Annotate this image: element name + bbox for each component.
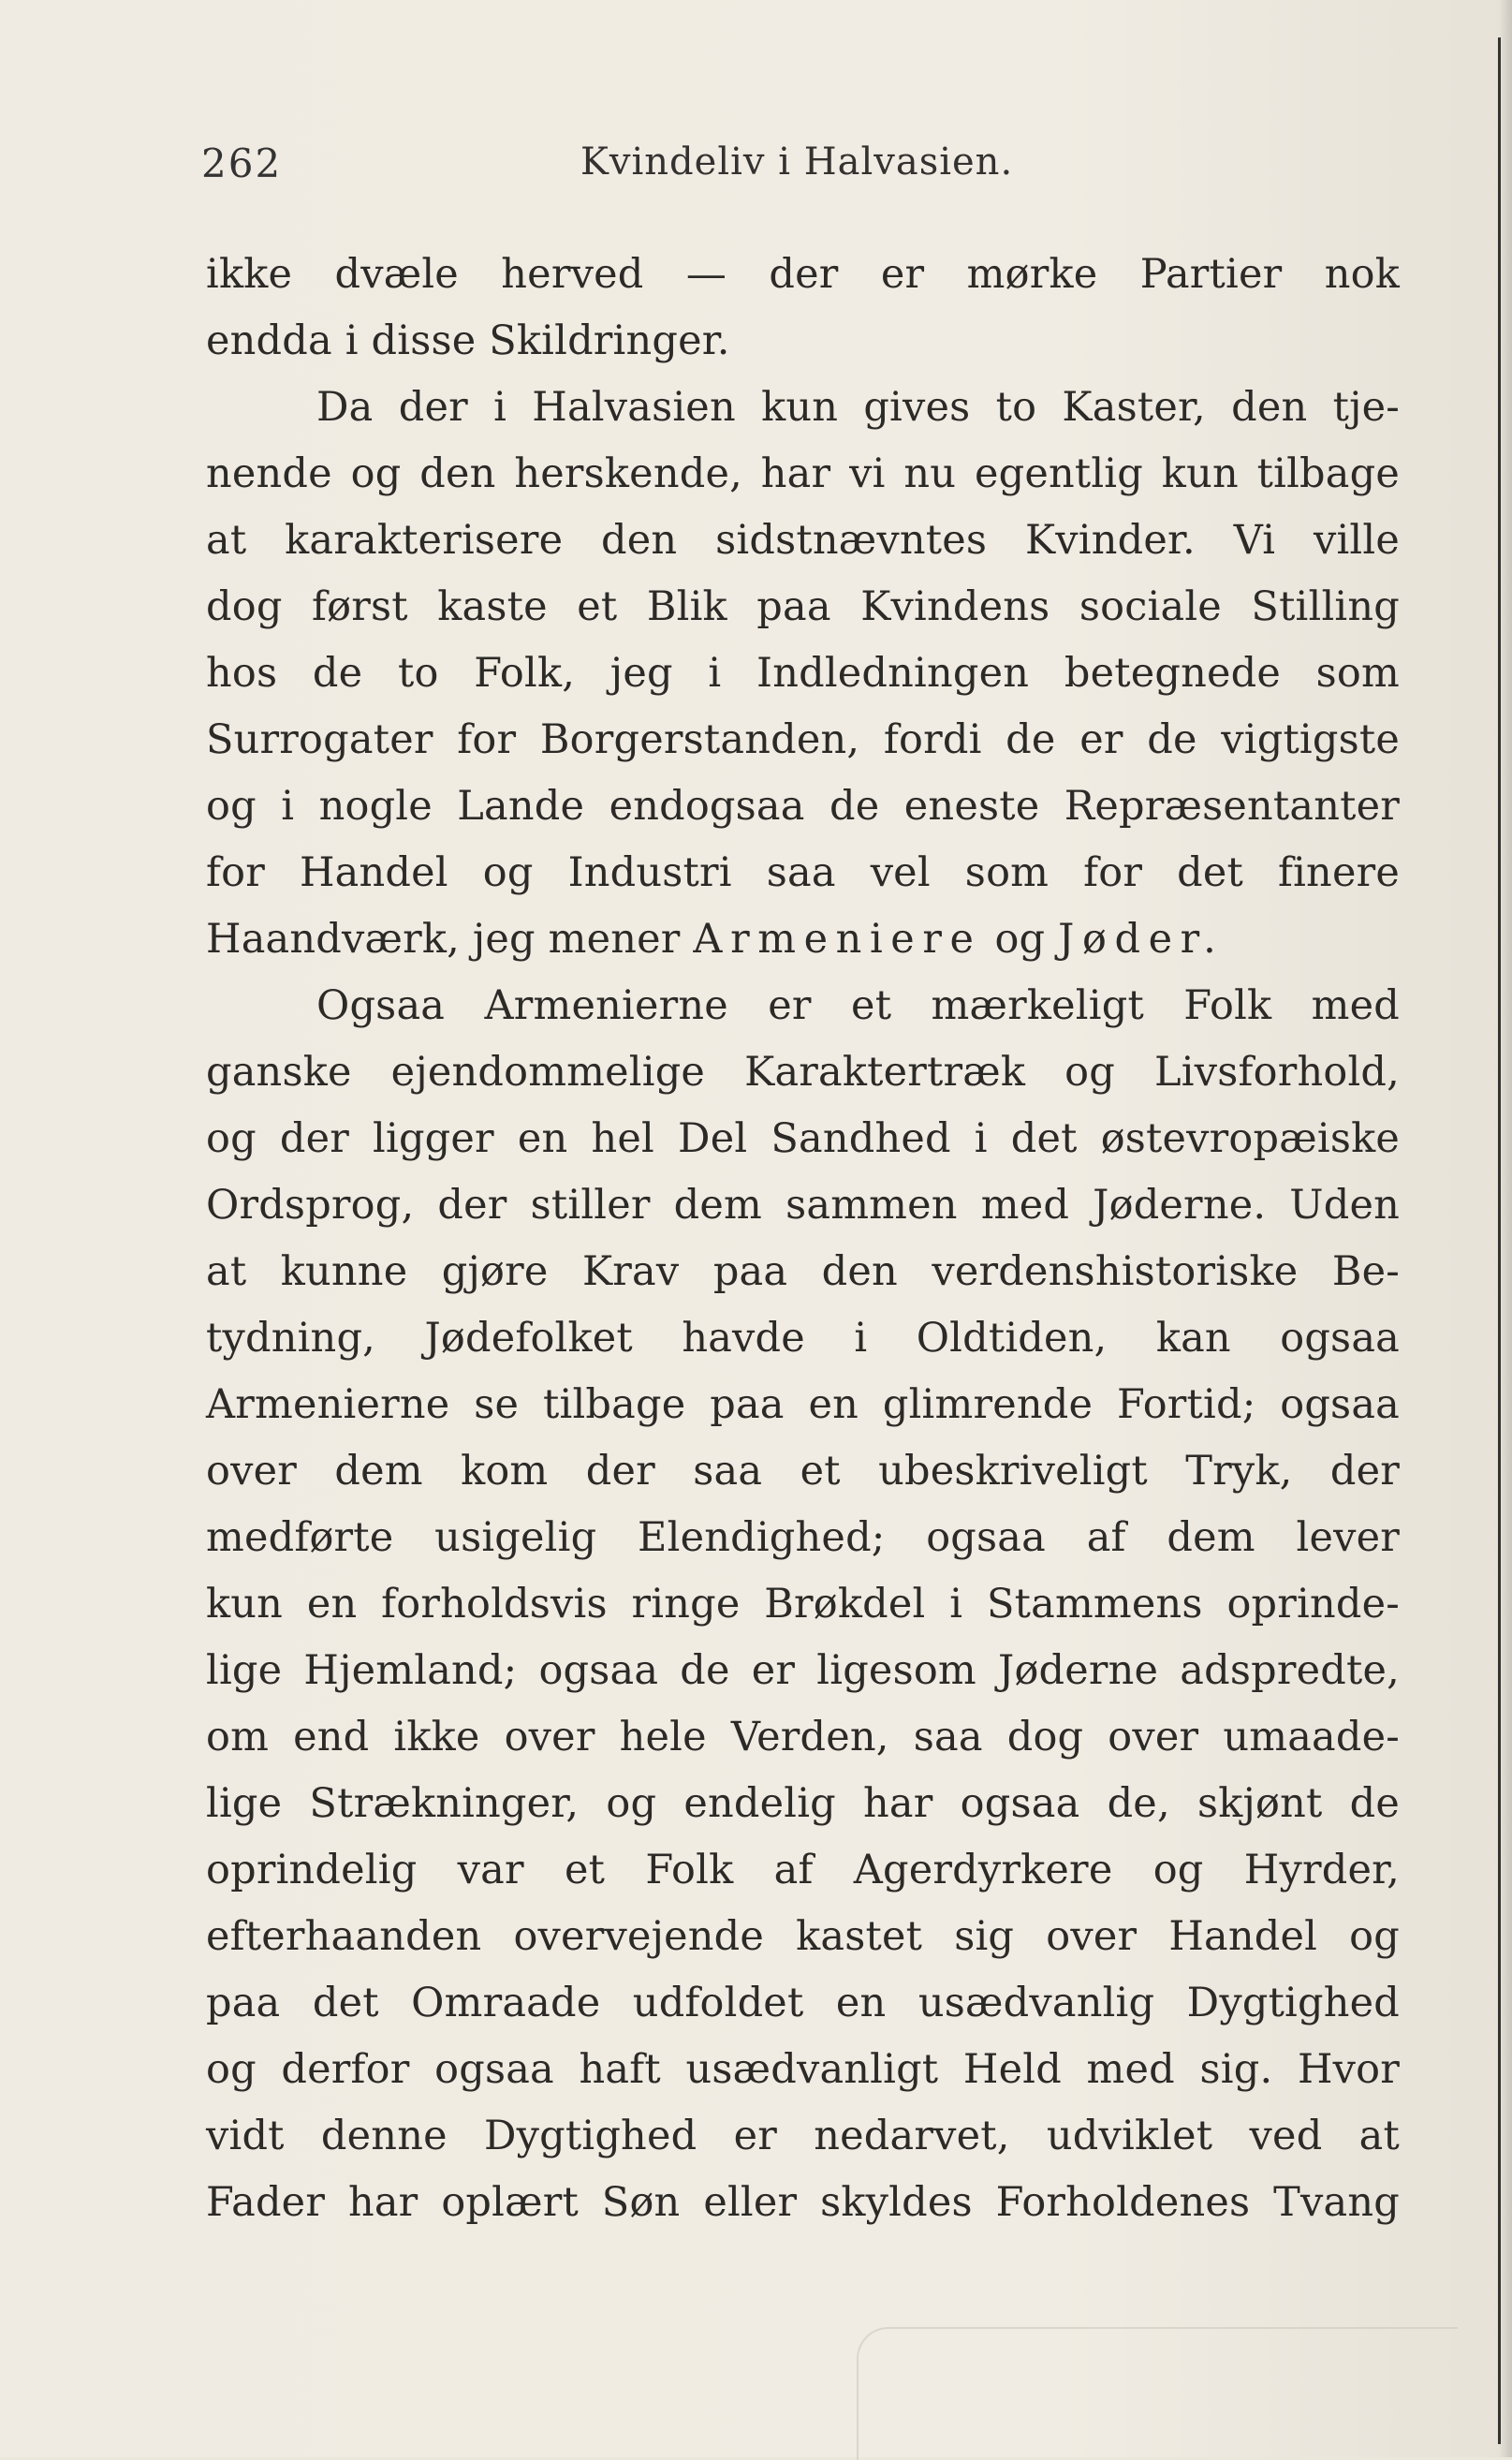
text-fragment: og — [994, 916, 1046, 963]
text-line: om end ikke over hele Verden, saa dog over umaade- — [206, 1714, 1400, 1760]
paper-fold-mark — [857, 2327, 1458, 2460]
text-line: hos de to Folk, jeg i Indledningen betegnede som — [206, 650, 1400, 697]
text-line: og derfor ogsaa haft usædvanligt Held med sig. Hvor — [206, 2046, 1400, 2093]
text-line: oprindelig var et Folk af Agerdyrkere og Hyrder, — [206, 1847, 1400, 1893]
text-line: efterhaanden overvejende kastet sig over Handel og — [206, 1913, 1400, 1960]
text-line: ikke dvæle herved — der er mørke Partier nok — [206, 251, 1400, 298]
text-line: dog først kaste et Blik paa Kvindens sociale Stilling — [206, 583, 1400, 630]
text-line: og i nogle Lande endogsaa de eneste Repræsentanter — [206, 783, 1400, 830]
text-line: ganske ejendommelige Karaktertræk og Livsforhold, — [206, 1049, 1400, 1096]
text-line — [206, 906, 1400, 973]
text-line: lige Strækninger, og endelig har ogsaa de, skjønt de — [206, 1780, 1400, 1827]
running-title: Kvindeliv i Halvasien. — [580, 140, 1014, 184]
text-line: over dem kom der saa et ubeskriveligt Tryk, der — [206, 1448, 1400, 1495]
page-header — [201, 140, 1400, 197]
text-line: kun en forholdsvis ringe Brøkdel i Stammens oprinde- — [206, 1581, 1400, 1628]
text-line: Surrogater for Borgerstanden, fordi de er de vigtigste — [206, 716, 1400, 763]
emphasized-word: Jøder. — [1058, 916, 1225, 963]
page-edge-shadow — [1499, 0, 1512, 2457]
text-line: Fader har oplært Søn eller skyldes Forholdenes Tvang — [206, 2179, 1400, 2226]
text-line: nende og den herskende, har vi nu egentlig kun tilbage — [206, 450, 1400, 497]
text-line: Ordsprog, der stiller dem sammen med Jøderne. Uden — [206, 1182, 1400, 1229]
text-line: Da der i Halvasien kun gives to Kaster, den tje- — [316, 384, 1400, 431]
text-line: for Handel og Industri saa vel som for det finere — [206, 849, 1400, 896]
text-line: lige Hjemland; ogsaa de er ligesom Jøderne adspredte, — [206, 1647, 1400, 1694]
page-number: 262 — [201, 140, 283, 186]
text-line: tydning, Jødefolket havde i Oldtiden, kan ogsaa — [206, 1315, 1400, 1362]
text-line: medførte usigelig Elendighed; ogsaa af dem lever — [206, 1514, 1400, 1561]
text-line: at karakterisere den sidstnævntes Kvinder. Vi ville — [206, 517, 1400, 564]
text-line: vidt denne Dygtighed er nedarvet, udviklet ved at — [206, 2113, 1400, 2159]
text-line: endda i disse Skildringer. — [206, 317, 730, 364]
text-line: Ogsaa Armenierne er et mærkeligt Folk med — [316, 982, 1400, 1029]
text-line: at kunne gjøre Krav paa den verdenshistoriske Be- — [206, 1248, 1400, 1295]
text-fragment: Haandværk, jeg mener — [206, 916, 681, 963]
text-line: Armenierne se tilbage paa en glimrende Fortid; ogsaa — [206, 1381, 1400, 1428]
page-edge-line — [1498, 37, 1501, 2444]
body-text — [206, 242, 1400, 2236]
emphasized-word: Armeniere — [693, 916, 982, 963]
text-line: og der ligger en hel Del Sandhed i det østevropæiske — [206, 1115, 1400, 1162]
text-line: paa det Omraade udfoldet en usædvanlig Dygtighed — [206, 1980, 1400, 2026]
